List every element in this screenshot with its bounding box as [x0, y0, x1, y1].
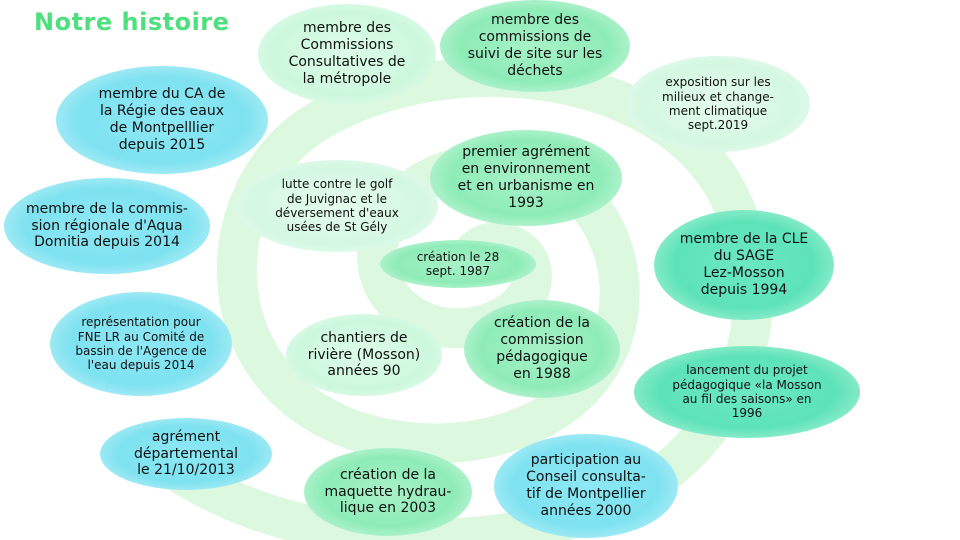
- bubble-aqua-domitia: membre de la commis- sion régionale d'Aqua Domitia depuis 2014: [4, 178, 210, 274]
- bubble-representation-fne: représentation pour FNE LR au Comité de bassin de l'Agence de l'eau depuis 2014: [50, 292, 232, 396]
- bubble-chantiers-riviere: chantiers de rivière (Mosson) années 90: [286, 314, 442, 396]
- bubble-conseil-consultatif: participation au Conseil consulta- tif de Montpellier années 2000: [494, 434, 678, 538]
- bubble-exposition: exposition sur les milieux et change- ment climatique sept.2019: [626, 56, 810, 152]
- bubble-lutte-golf: lutte contre le golf de Juvignac et le déversement d'eaux usées de St Gély: [236, 160, 438, 252]
- bubble-commissions-consultatives: membre des Commissions Consultatives de la métropole: [258, 4, 436, 104]
- bubble-suivi-site: membre des commissions de suivi de site sur les déchets: [440, 0, 630, 92]
- bubble-creation-1987: création le 28 sept. 1987: [380, 240, 536, 288]
- page-title: Notre histoire: [34, 8, 230, 36]
- bubble-projet-mosson: lancement du projet pédagogique «la Mosson au fil des saisons» en 1996: [634, 346, 860, 438]
- bubble-commission-pedagogique: création de la commission pédagogique en 1988: [464, 300, 620, 398]
- bubble-cle-sage: membre de la CLE du SAGE Lez-Mosson depuis 1994: [654, 210, 834, 320]
- bubble-ca-regie: membre du CA de la Régie des eaux de Montpelllier depuis 2015: [56, 66, 268, 174]
- bubble-agrement-departemental: agrément départemental le 21/10/2013: [100, 418, 272, 490]
- bubble-maquette-hydraulique: création de la maquette hydrau- lique en 2003: [304, 448, 472, 536]
- bubble-premier-agrement: premier agrément en environnement et en urbanisme en 1993: [430, 130, 622, 226]
